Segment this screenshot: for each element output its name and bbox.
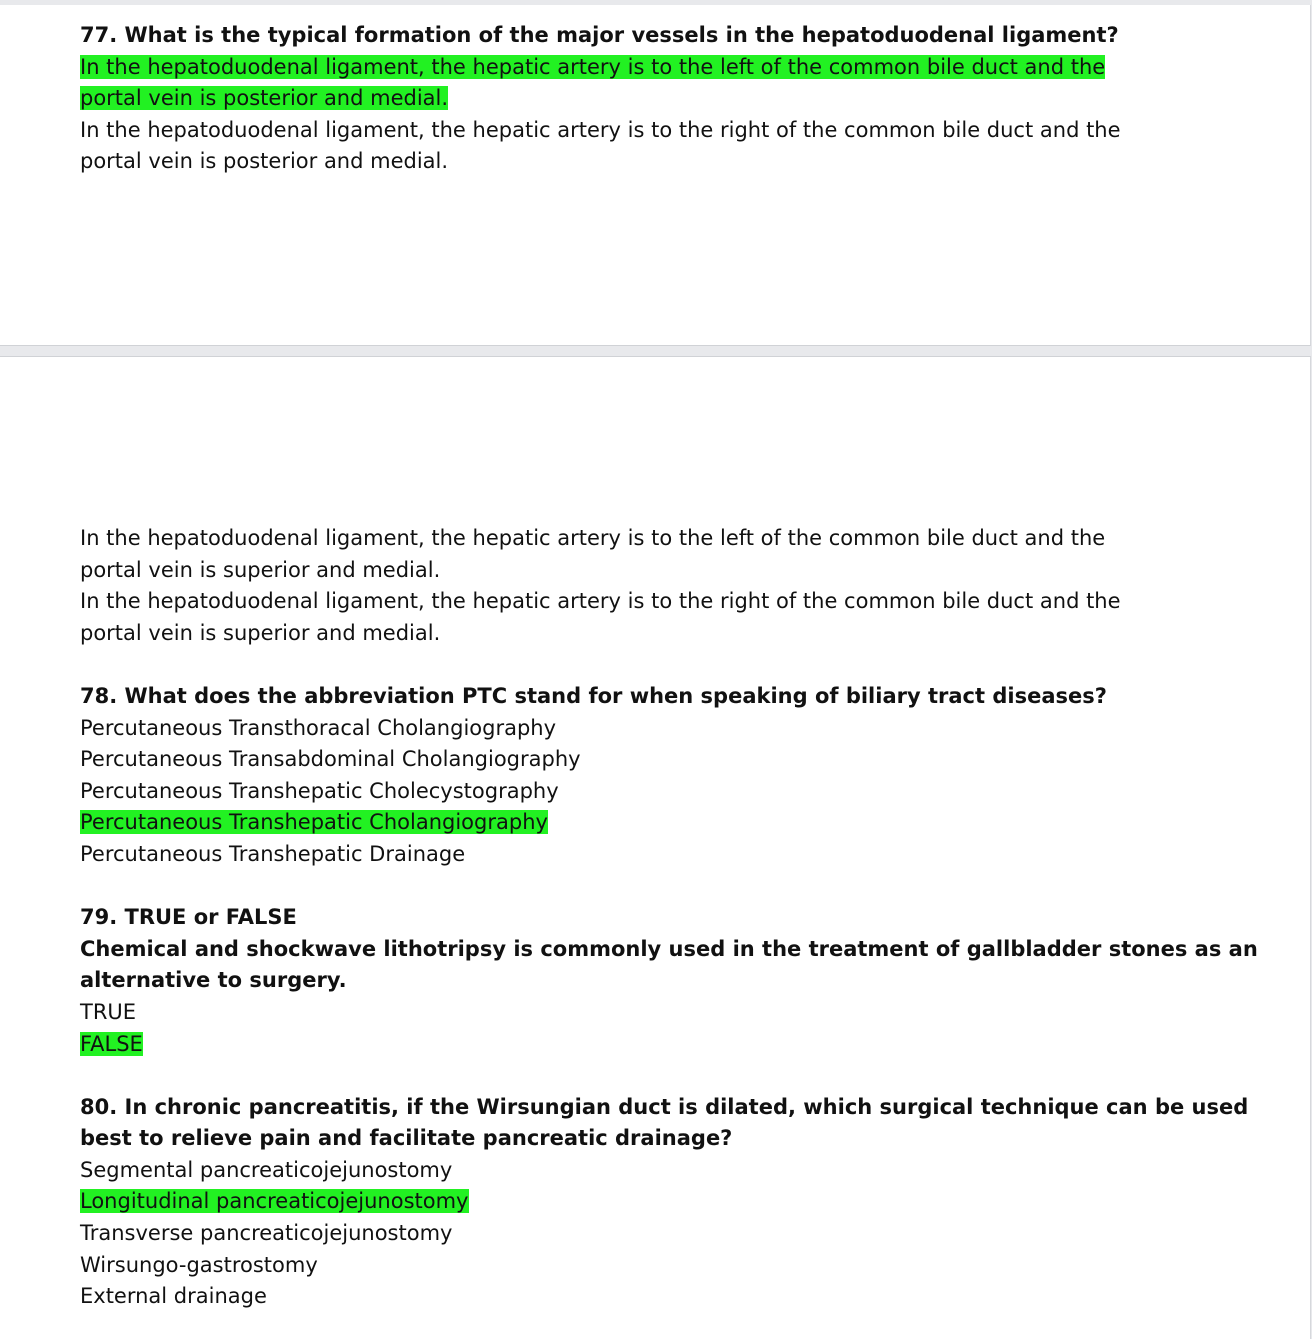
q77-option-4-line-1: In the hepatoduodenal ligament, the hepatic artery is to the right of the common bile duct and the xyxy=(80,589,1121,614)
question-79-text-line-1: Chemical and shockwave lithotripsy is commonly used in the treatment of gallbladder stones as an xyxy=(80,936,1258,961)
question-78-text: 78. What does the abbreviation PTC stand for when speaking of biliary tract diseases? xyxy=(80,683,1107,708)
question-80-text-line-1: 80. In chronic pancreatitis, if the Wirsungian duct is dilated, which surgical technique can be used xyxy=(80,1094,1249,1119)
q80-option-4: Wirsungo-gastrostomy xyxy=(80,1252,318,1277)
q78-option-4-correct: Percutaneous Transhepatic Cholangiography xyxy=(80,810,548,835)
q80-option-5: External drainage xyxy=(80,1284,267,1309)
q80-option-3: Transverse pancreaticojejunostomy xyxy=(80,1221,453,1246)
spacer xyxy=(80,871,1150,903)
q77-option-1-line-2: portal vein is posterior and medial. xyxy=(80,86,449,111)
q77-option-3-line-2: portal vein is superior and medial. xyxy=(80,557,441,582)
question-77-block xyxy=(80,20,1150,178)
q78-option-5: Percutaneous Transhepatic Drainage xyxy=(80,841,466,866)
spacer xyxy=(80,1060,1150,1092)
question-80-text-line-2: best to relieve pain and facilitate pancreatic drainage? xyxy=(80,1126,733,1151)
q79-option-false-correct: FALSE xyxy=(80,1031,143,1056)
q77-option-3-line-1: In the hepatoduodenal ligament, the hepatic artery is to the left of the common bile duct and the xyxy=(80,526,1106,550)
document-page-2 xyxy=(0,356,1311,1339)
q79-option-true: TRUE xyxy=(80,999,137,1024)
spacer xyxy=(80,649,1150,681)
q80-option-2-correct: Longitudinal pancreaticojejunostomy xyxy=(80,1189,469,1214)
q77-option-2-line-2: portal vein is posterior and medial. xyxy=(80,149,449,174)
q77-option-1-line-1: In the hepatoduodenal ligament, the hepatic artery is to the left of the common bile duct and the xyxy=(80,54,1106,79)
q78-option-1: Percutaneous Transthoracal Cholangiography xyxy=(80,715,557,740)
q77-option-4-line-2: portal vein is superior and medial. xyxy=(80,620,441,645)
question-79-text-line-2: alternative to surgery. xyxy=(80,968,347,993)
question-77-text: 77. What is the typical formation of the major vessels in the hepatoduodenal ligament? xyxy=(80,23,1119,47)
q78-option-3: Percutaneous Transhepatic Cholecystography xyxy=(80,778,559,803)
q80-option-1: Segmental pancreaticojejunostomy xyxy=(80,1157,453,1182)
document-page-1 xyxy=(0,5,1311,346)
question-77-continued xyxy=(80,523,1258,1313)
q77-option-2-line-1: In the hepatoduodenal ligament, the hepatic artery is to the right of the common bile duct and the xyxy=(80,117,1121,142)
q78-option-2: Percutaneous Transabdominal Cholangiography xyxy=(80,747,581,772)
question-79-title: 79. TRUE or FALSE xyxy=(80,905,297,930)
